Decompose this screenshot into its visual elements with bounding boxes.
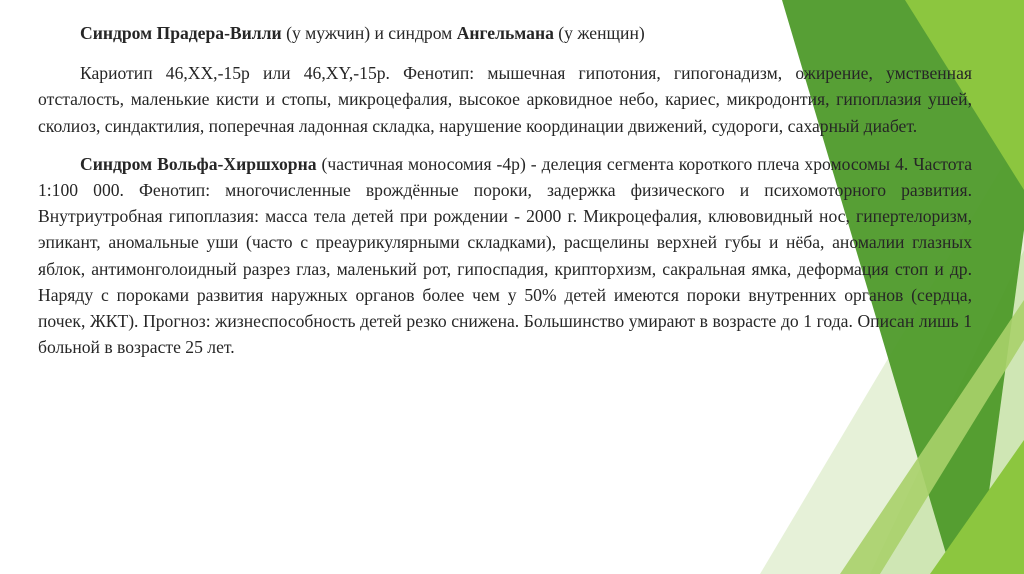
wolf-hirschhorn-paragraph [38,151,972,361]
heading-text: (у мужчин) и синдром [281,23,457,43]
syndrome-name-wolf-hirschhorn: Синдром Вольфа-Хиршхорна [80,153,317,174]
syndrome-name-angelman: Ангельмана [456,23,554,43]
slide-text-body [38,20,972,369]
karyotype-text: Кариотип 46,XX,-15р или 46,XY,-15р. Фенотип: мышечная гипотония, гипогонадизм, ожирение, умственная отсталость, маленькие кисти и стопы, микроцефалия, высокое арковидное небо, кариес, микродонтия, гипоплазия ушей, сколиоз, синдактилия, поперечная ладонная складка, нарушение координации движений, судороги, сахарный диабет. [38,63,972,136]
syndrome-name-prader-willi: Синдром Прадера-Вилли [80,23,282,43]
heading-paragraph [38,20,972,46]
heading-text-suffix: (у женщин) [553,23,645,43]
karyotype-paragraph [38,60,972,139]
wolf-hirschhorn-text: (частичная моносомия -4р) - делеция сегмента короткого плеча хромосомы 4. Частота 1:100 000. Фенотип: многочисленные врождённые пороки, задержка физического и психомоторного развития. Внутриутробная гипоплазия: масса тела детей при рождении - 2000 г. Микроцефалия, клювовидный нос, гипертелоризм, эпикант, аномальные уши (часто с преаурикулярными складками), расщелины верхней губы и нёба, аномалии глазных яблок, антимонголоидный разрез глаз, маленький рот, гипоспадия, крипторхизм, сакральная ямка, деформация стоп и др. Наряду с пороками развития наружных органов более чем у 50% детей имеются пороки внутренних органов (сердца, почек, ЖКТ). Прогноз: жизнеспособность детей резко снижена. Большинство умирают в возрасте до 1 года. Описан лишь 1 больной в возрасте 25 лет. [38,153,972,358]
